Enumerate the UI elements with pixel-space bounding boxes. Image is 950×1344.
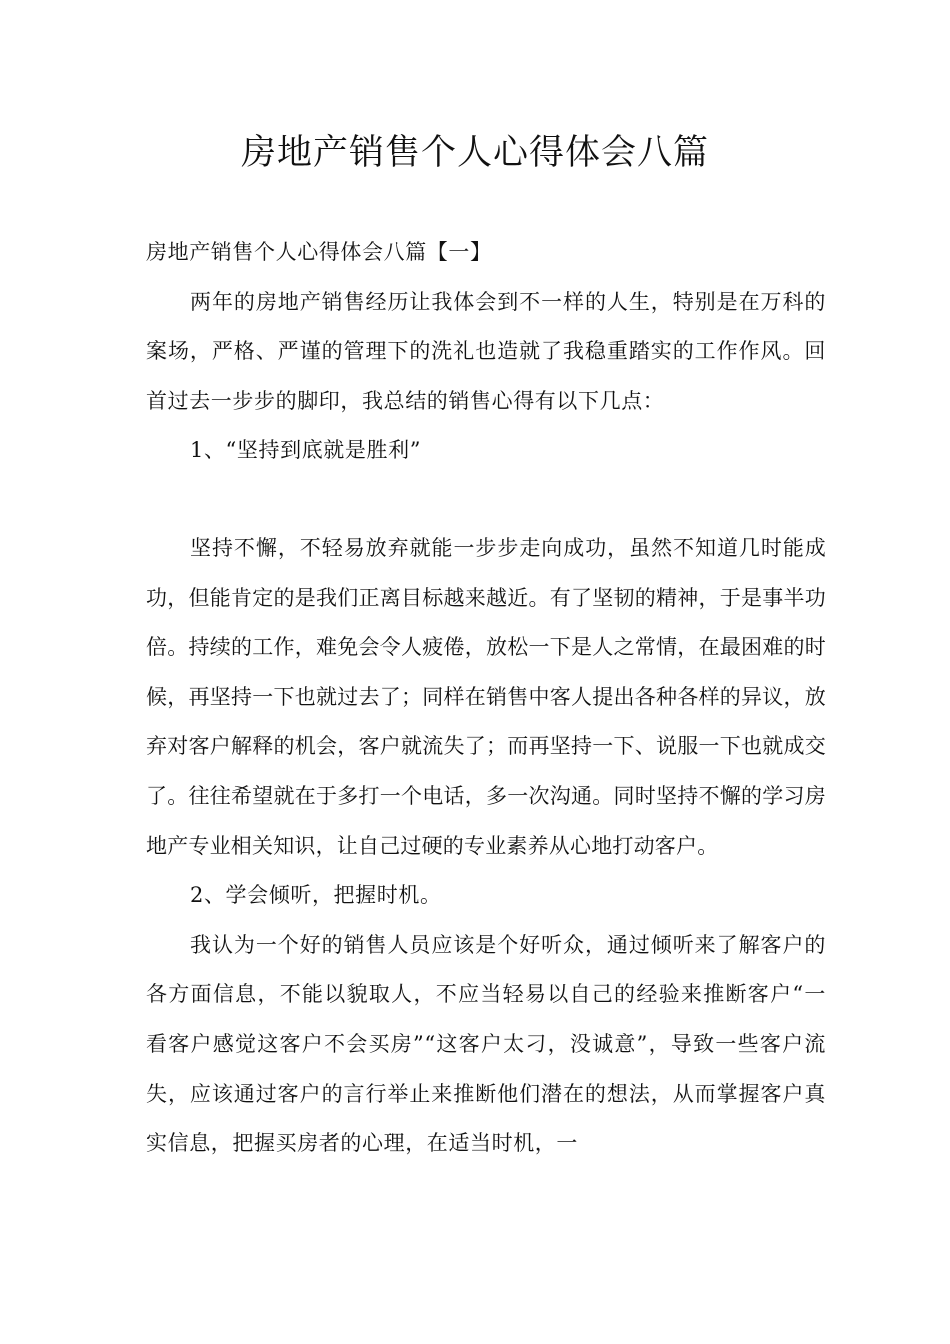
- paragraph-gap: [146, 476, 826, 524]
- point-heading-2: 2、学会倾听，把握时机。: [190, 883, 442, 908]
- point-heading-1: 1、“坚持到底就是胜利”: [190, 438, 422, 463]
- document-body: [146, 228, 826, 1169]
- section-heading: 房地产销售个人心得体会八篇【一】: [146, 240, 492, 264]
- paragraph-listening: 我认为一个好的销售人员应该是个好听众，通过倾听来了解客户的各方面信息，不能以貌取人，不应当轻易以自己的经验来推断客户“一看客户感觉这客户不会买房”“这客户太刁，没诚意”，导致一些客户流失，应该通过客户的言行举止来推断他们潜在的想法，从而掌握客户真实信息，把握买房者的心理，在适当时机，一: [146, 932, 826, 1156]
- paragraph-intro: 两年的房地产销售经历让我体会到不一样的人生，特别是在万科的案场，严格、严谨的管理下的洗礼也造就了我稳重踏实的工作作风。回首过去一步步的脚印，我总结的销售心得有以下几点：: [146, 289, 826, 413]
- document-title: 房地产销售个人心得体会八篇: [240, 133, 709, 173]
- paragraph-persistence: 坚持不懈，不轻易放弃就能一步步走向成功，虽然不知道几时能成功，但能肯定的是我们正离目标越来越近。有了坚韧的精神，于是事半功倍。持续的工作，难免会令人疲倦，放松一下是人之常情，在最困难的时候，再坚持一下也就过去了；同样在销售中客人提出各种各样的异议，放弃对客户解释的机会，客户就流失了；而再坚持一下、说服一下也就成交了。往往希望就在于多打一个电话，多一次沟通。同时坚持不懈的学习房地产专业相关知识，让自己过硬的专业素养从心地打动客户。: [146, 535, 826, 858]
